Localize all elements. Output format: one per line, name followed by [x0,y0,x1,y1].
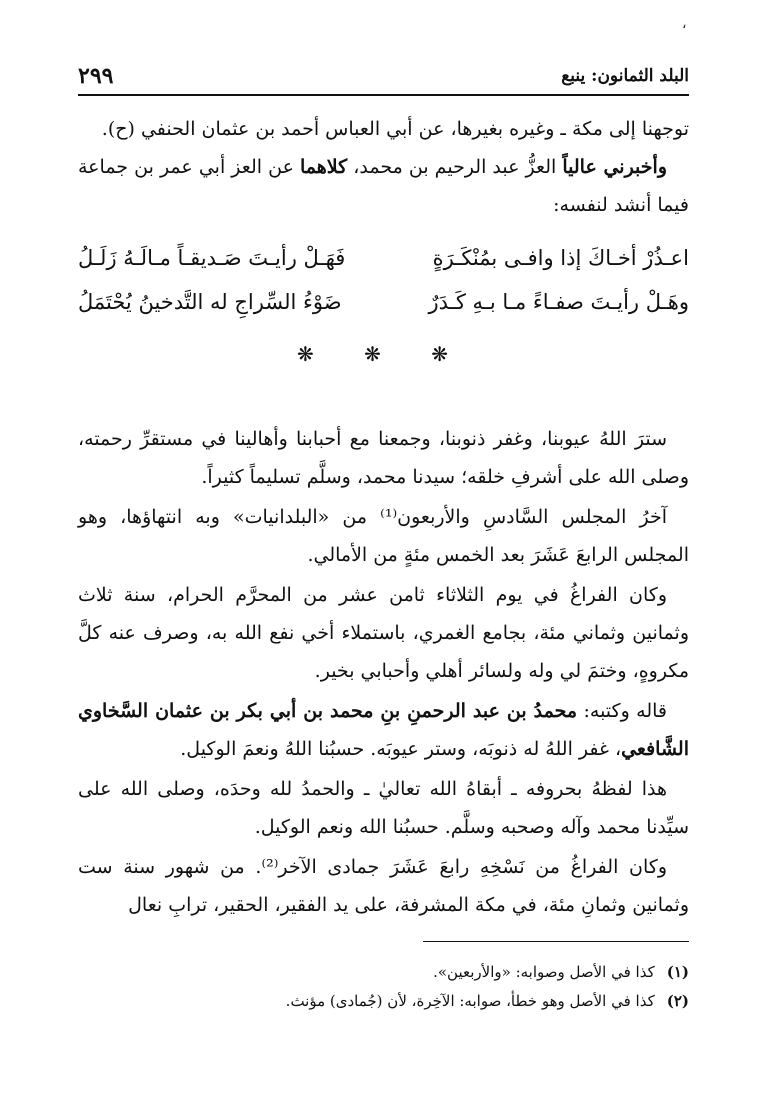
footnote-rule [423,941,689,942]
verse-line [78,280,689,324]
verse-hemistich-second: ضَوْءُ السِّراجِ له التَّدخينُ يُحْتَمَلُ [78,290,342,314]
author-name: محمدُ بن عبد الرحمنِ بنِ محمد بن أبي بكر بن عثمان السَّخاوي الشَّافعي [78,700,689,760]
verse-line [78,236,689,280]
paragraph [78,148,689,224]
main-text-block [78,420,689,924]
text-run: العزُّ عبد الرحيم بن محمد، [347,156,563,178]
text-run: عن العز أبي عمر بن جماعة فيما أنشد لنفسه: [78,156,689,216]
page-header [78,62,689,90]
page-number: ٢٩٩ [78,63,114,89]
text-run: قاله وكتبه: [577,700,668,722]
paragraph: توجهنا إلى مكة ـ وغيره بغيرها، عن أبي العباس أحمد بن عثمان الحنفي (ح). [101,118,689,140]
paragraph: وكان الفراغُ من نَسْخِهِ رابعَ عَشَرَ جمادى الآخر⁽²⁾. من شهور سنة ست وثمانين وثمانِ مئة، في مكة المشرفة، على يد الفقير، الحقير، ترابِ نعال [78,856,689,916]
paragraph: وكان الفراغُ في يوم الثلاثاء ثامن عشر من المحرَّم الحرام، سنة ثلاث وثمانين وثماني مئة، بجامع الغمري، باستملاء أخي نفع الله به، وصرف عنه كلَّ مكروهٍ، وختمَ لي وله ولسائر أهلي وأحبابي بخير. [78,584,689,682]
paragraph [78,692,689,768]
header-rule [78,94,689,96]
footnote-number: (١) [666,963,689,981]
top-text-block [78,110,689,224]
paragraph: سترَ اللهُ عيوبنا، وغفر ذنوبنا، وجمعنا مع أحبابنا وأهالينا في مستقرِّ رحمته، وصلى الله على أشرفِ خلقه؛ سيدنا محمد، وسلَّم تسليماً كثيراً. [78,428,689,488]
footnote-text: كذا في الأصل وهو خطأ، صوابه: الآخِرة، لأن (جُمادى) مؤنث. [285,992,655,1010]
footnote [78,958,689,987]
bold-phrase: كلاهما [299,156,348,178]
poem [78,236,689,324]
footnote-text: كذا في الأصل وصوابه: «والأربعين». [433,963,655,981]
footnote-number: (٢) [666,992,689,1010]
text-run: ، غفر اللهُ له ذنوبَه، وستر عيوبَه. حسبُنا اللهُ ونعمَ الوكيل. [180,738,622,760]
paragraph: آخرُ المجلس السَّادسِ والأربعون⁽¹⁾ من «البلدانيات» وبه انتهاؤها، وهو المجلس الرابعَ عَشَرَ بعد الخمس مئةٍ من الأمالي. [78,506,689,566]
running-title: البلد الثمانون: ينبع [561,66,689,86]
footnotes [78,958,689,1016]
verse-hemistich-first: اعـذُرْ أخـاكَ إذا وافـى بمُنْكَـرَةٍ [432,246,689,270]
bold-phrase: وأخبرني عالياً [562,156,667,178]
verse-hemistich-first: وهَـلْ رأيـتَ صفـاءً مـا بـهِ كَـدَرٌ [428,290,689,314]
verse-hemistich-second: فَهَـلْ رأيـتَ صَـديقـاً مـالَـهُ زَلَـلُ [78,246,346,270]
footnote [78,987,689,1016]
corner-mark: ، [682,16,687,32]
section-separator: ❋ ❋ ❋ [297,342,470,366]
paragraph: هذا لفظهُ بحروفه ـ أبقاهُ الله تعاليٰ ـ والحمدُ لله وحدَه، وصلى الله على سيِّدنا محمد وآله وصحبه وسلَّم. حسبُنا الله ونعم الوكيل. [78,778,689,838]
